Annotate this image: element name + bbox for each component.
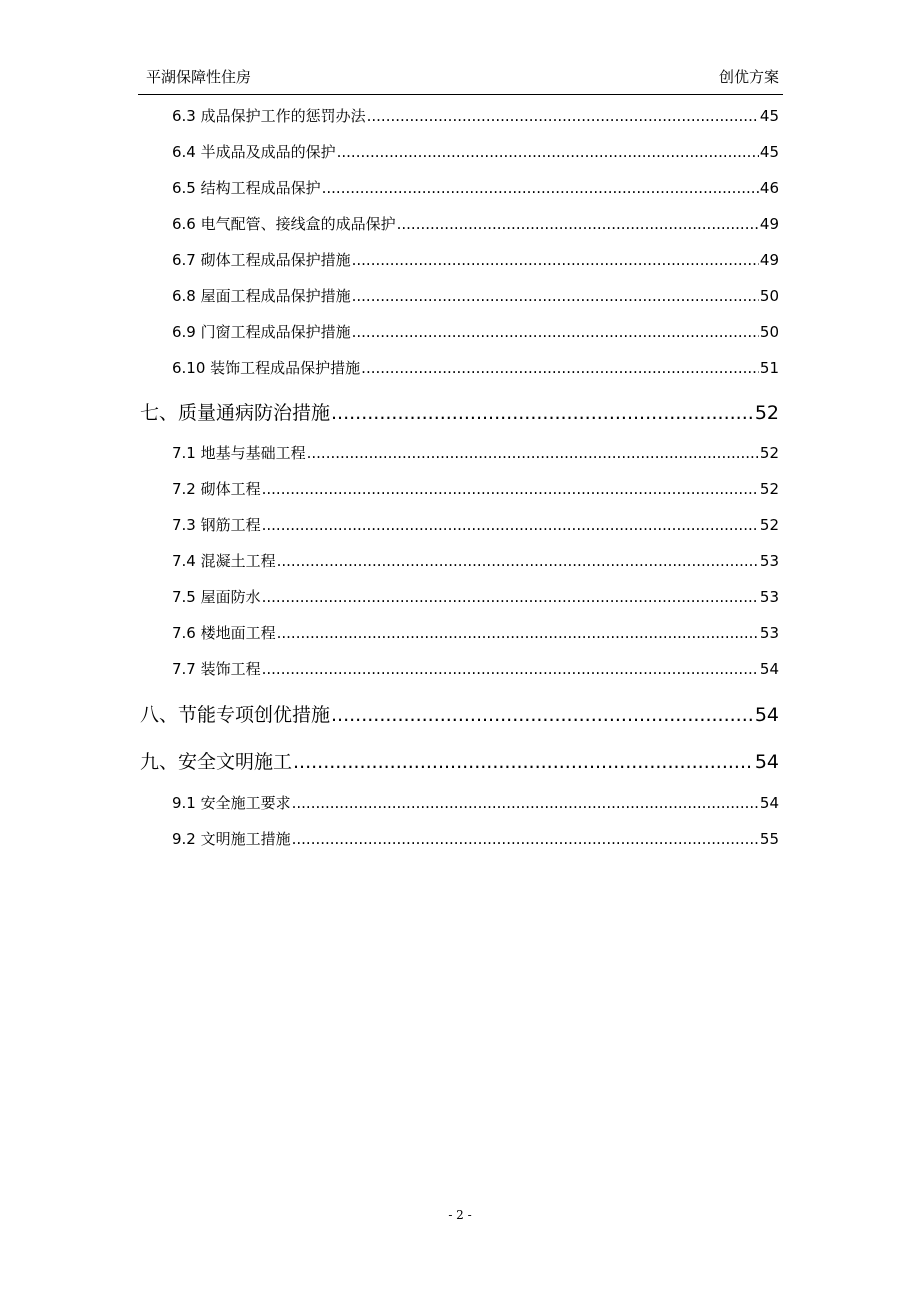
toc-entry[interactable] xyxy=(172,213,779,235)
toc-dot-leader xyxy=(352,287,759,305)
toc-entry-title: 7.1 地基与基础工程 xyxy=(172,444,306,462)
toc-entry[interactable] xyxy=(172,177,779,199)
toc-entry-title: 九、安全文明施工 xyxy=(140,751,293,773)
toc-entry[interactable] xyxy=(172,658,779,680)
toc-chapter-entry[interactable] xyxy=(140,747,779,775)
toc-dot-leader xyxy=(262,588,759,606)
header-document-title: 创优方案 xyxy=(718,68,779,86)
header-project-title: 平湖保障性住房 xyxy=(146,68,252,86)
toc-entry[interactable] xyxy=(172,478,779,500)
toc-dot-leader xyxy=(337,143,759,161)
toc-page-number: 53 xyxy=(759,624,779,642)
toc-page-number: 49 xyxy=(759,251,779,269)
toc-entry-title: 6.8 屋面工程成品保护措施 xyxy=(172,287,351,305)
toc-page-number: 45 xyxy=(759,107,779,125)
toc-entry[interactable] xyxy=(172,105,779,127)
toc-entry[interactable] xyxy=(172,285,779,307)
toc-page-number: 46 xyxy=(759,179,779,197)
toc-entry[interactable] xyxy=(172,828,779,850)
toc-page-number: 54 xyxy=(754,704,779,726)
toc-page-number: 54 xyxy=(754,751,779,773)
toc-page-number: 50 xyxy=(759,323,779,341)
toc-dot-leader xyxy=(262,480,759,498)
toc-dot-leader xyxy=(322,179,759,197)
toc-dot-leader xyxy=(262,660,759,678)
toc-page-number: 52 xyxy=(759,480,779,498)
toc-dot-leader xyxy=(352,323,759,341)
toc-entry[interactable] xyxy=(172,550,779,572)
toc-entry-title: 6.7 砌体工程成品保护措施 xyxy=(172,251,351,269)
toc-dot-leader xyxy=(361,359,759,377)
toc-entry-title: 9.2 文明施工措施 xyxy=(172,830,291,848)
toc-entry[interactable] xyxy=(172,321,779,343)
toc-page-number: 45 xyxy=(759,143,779,161)
toc-dot-leader xyxy=(277,552,759,570)
toc-entry[interactable] xyxy=(172,514,779,536)
toc-dot-leader xyxy=(367,107,759,125)
toc-entry[interactable] xyxy=(172,249,779,271)
toc-dot-leader xyxy=(277,624,759,642)
toc-page-number: 51 xyxy=(759,359,779,377)
toc-entry-title: 7.3 钢筋工程 xyxy=(172,516,261,534)
toc-entry-title: 6.10 装饰工程成品保护措施 xyxy=(172,359,361,377)
toc-page-number: 55 xyxy=(759,830,779,848)
toc-page-number: 52 xyxy=(759,444,779,462)
toc-page-number: 52 xyxy=(759,516,779,534)
toc-entry-title: 6.5 结构工程成品保护 xyxy=(172,179,321,197)
toc-page-number: 54 xyxy=(759,794,779,812)
toc-entry-title: 7.4 混凝土工程 xyxy=(172,552,276,570)
toc-dot-leader xyxy=(397,215,759,233)
toc-dot-leader xyxy=(352,251,759,269)
toc-page-number: 53 xyxy=(759,588,779,606)
toc-page-number: 52 xyxy=(754,402,779,424)
toc-entry-title: 6.3 成品保护工作的惩罚办法 xyxy=(172,107,366,125)
toc-dot-leader xyxy=(292,794,759,812)
toc-dot-leader xyxy=(331,402,754,424)
toc-entry[interactable] xyxy=(172,442,779,464)
toc-entry[interactable] xyxy=(172,141,779,163)
toc-dot-leader xyxy=(331,704,754,726)
toc-page-number: 54 xyxy=(759,660,779,678)
toc-chapter-entry[interactable] xyxy=(140,398,779,426)
toc-entry-title: 6.4 半成品及成品的保护 xyxy=(172,143,336,161)
toc-page-number: 53 xyxy=(759,552,779,570)
toc-entry-title: 9.1 安全施工要求 xyxy=(172,794,291,812)
toc-dot-leader xyxy=(262,516,759,534)
page-header xyxy=(138,64,783,95)
toc-dot-leader xyxy=(307,444,759,462)
toc-entry-title: 7.6 楼地面工程 xyxy=(172,624,276,642)
toc-chapter-entry[interactable] xyxy=(140,700,779,728)
toc-dot-leader xyxy=(292,830,759,848)
toc-entry-title: 6.6 电气配管、接线盒的成品保护 xyxy=(172,215,396,233)
toc-entry-title: 七、质量通病防治措施 xyxy=(140,402,331,424)
toc-entry-title: 7.7 装饰工程 xyxy=(172,660,261,678)
toc-entry[interactable] xyxy=(172,586,779,608)
toc-dot-leader xyxy=(293,751,754,773)
toc-entry-title: 6.9 门窗工程成品保护措施 xyxy=(172,323,351,341)
toc-entry[interactable] xyxy=(172,357,779,379)
toc-page-number: 49 xyxy=(759,215,779,233)
toc-entry-title: 八、节能专项创优措施 xyxy=(140,704,331,726)
toc-entry-title: 7.5 屋面防水 xyxy=(172,588,261,606)
toc-entry-title: 7.2 砌体工程 xyxy=(172,480,261,498)
toc-page-number: 50 xyxy=(759,287,779,305)
toc-entry[interactable] xyxy=(172,792,779,814)
footer-page-number: - 2 - xyxy=(448,1208,472,1222)
toc-entry[interactable] xyxy=(172,622,779,644)
page-footer xyxy=(0,1208,920,1222)
